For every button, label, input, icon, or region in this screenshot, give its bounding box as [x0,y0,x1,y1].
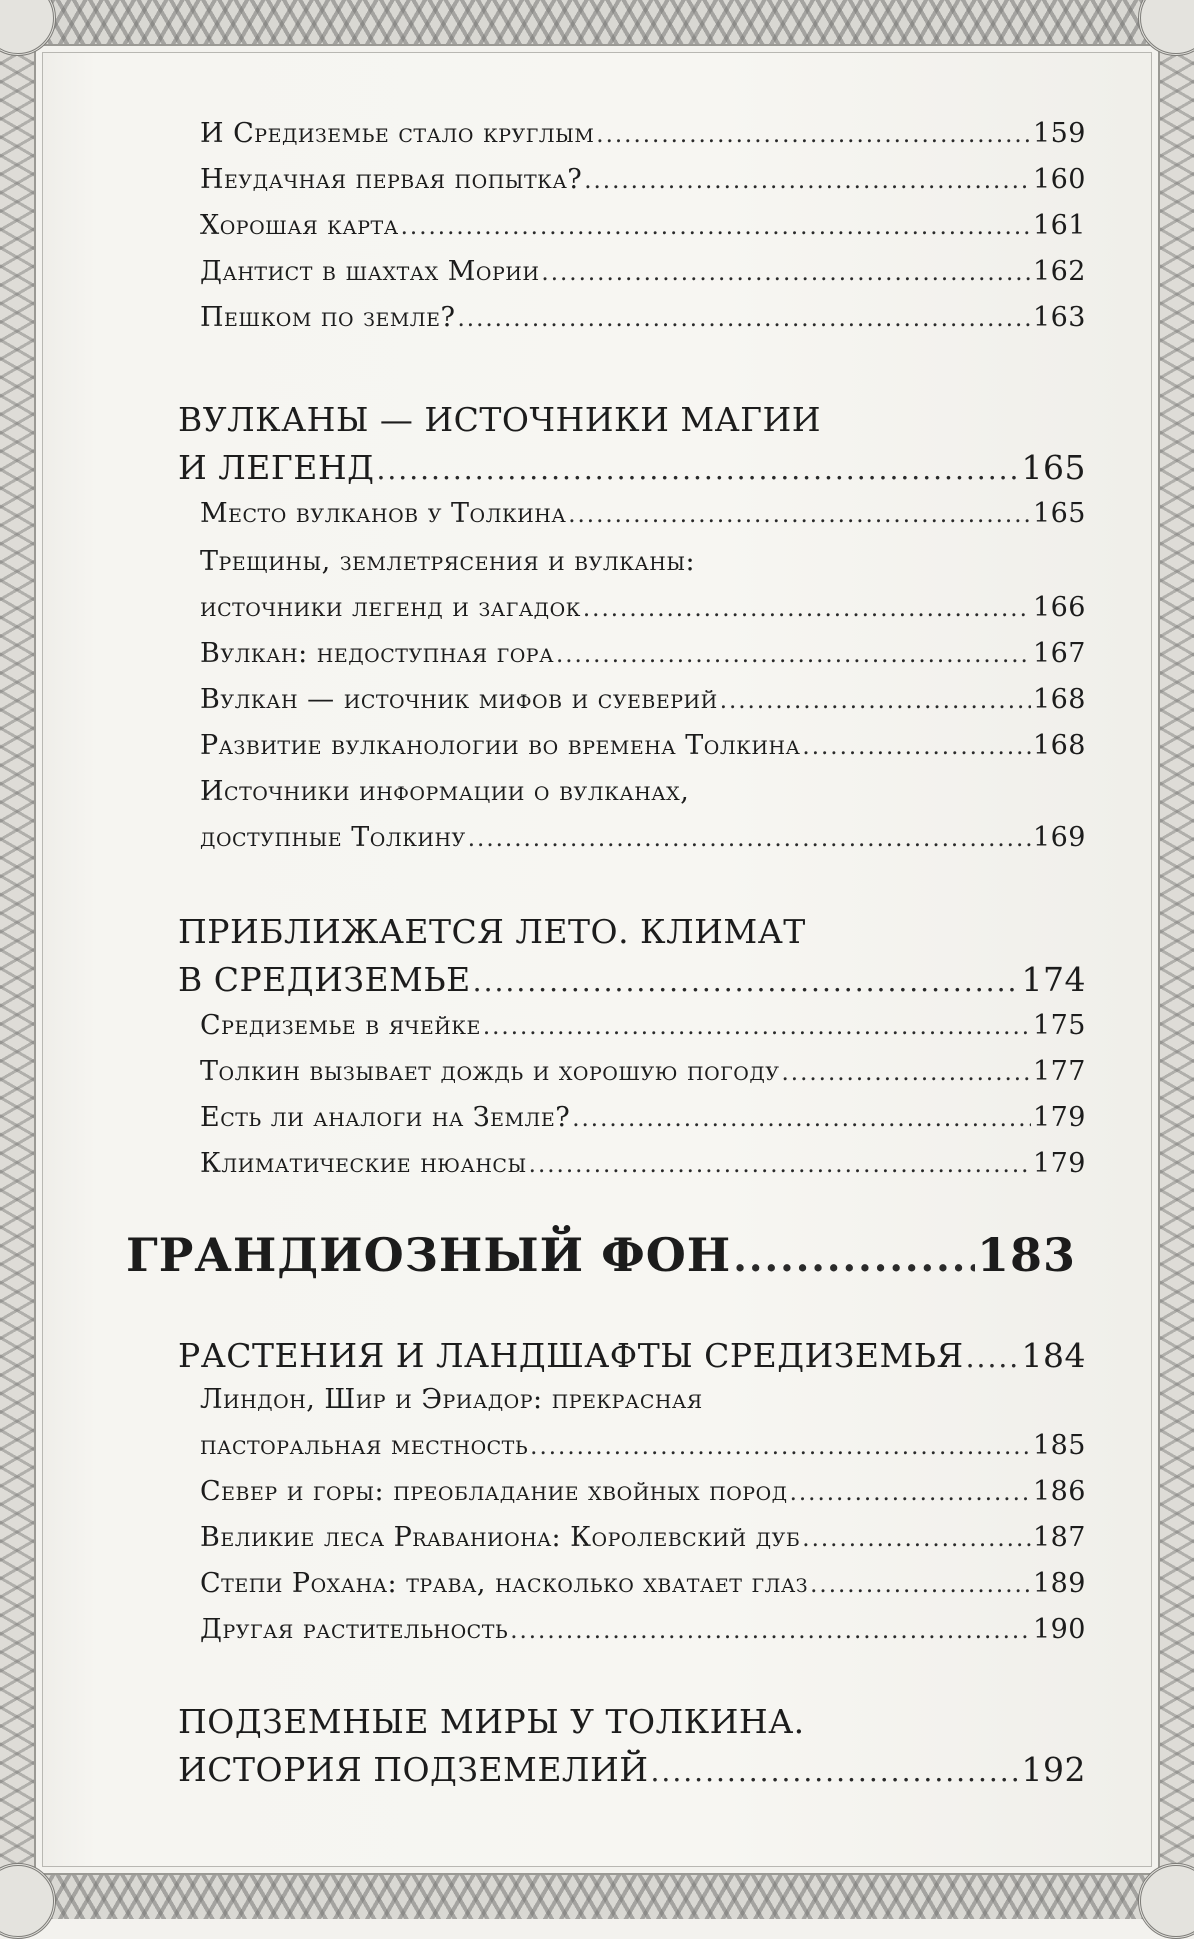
toc-entry[interactable] [200,1148,1086,1179]
dot-leader [572,1106,1031,1132]
section-page: 192 [1021,1750,1086,1789]
toc-entry-page: 190 [1032,1614,1086,1645]
section-heading: ПРИБЛИЖАЕТСЯ ЛЕТО. КЛИМАТ [178,912,806,951]
toc-entry-title: Неудачная первая попытка? [200,164,583,195]
toc-entry[interactable] [200,210,1086,241]
toc-entry-page: 179 [1032,1148,1086,1179]
toc-entry-page: 159 [1032,118,1086,149]
dot-leader [556,642,1031,668]
dot-leader [401,214,1031,240]
toc-entry[interactable] [200,256,1086,287]
section-title: РАСТЕНИЯ И ЛАНДШАФТЫ СРЕДИЗЕМЬЯ [178,1336,964,1375]
dot-leader [376,453,1019,486]
toc-entry-title: Хорошая карта [200,210,399,241]
toc-entry-title-line: Трещины, землетрясения и вулканы: [200,546,696,577]
toc-entry[interactable] [200,684,1086,715]
section-title: В СРЕДИЗЕМЬЕ [178,960,471,999]
toc-entry[interactable] [200,1614,1086,1645]
toc-entry-title: Вулкан: недоступная гора [200,638,554,669]
toc-entry[interactable] [200,638,1086,669]
dot-leader [802,1526,1031,1552]
dot-leader [529,1152,1031,1178]
toc-entry-title-line: Линдон, Шир и Эриадор: прекрасная [200,1384,703,1415]
toc-entry-title-line: Источники информации о вулканах, [200,776,690,807]
dot-leader [810,1572,1031,1598]
toc-entry[interactable] [200,1568,1086,1599]
dot-leader [733,1235,975,1281]
section-entry[interactable] [178,1336,1086,1375]
section-heading: ВУЛКАНЫ — ИСТОЧНИКИ МАГИИ [178,400,822,439]
section-entry[interactable] [178,960,1086,999]
toc-entry[interactable] [200,302,1086,333]
toc-entry[interactable] [200,730,1086,761]
part-title: ГРАНДИОЗНЫЙ ФОН [126,1228,732,1282]
dot-leader [473,965,1020,998]
toc-entry-title: пасторальная местность [200,1430,529,1461]
toc-entry-page: 186 [1032,1476,1086,1507]
toc-entry-title: Пешком по земле? [200,302,456,333]
toc-entry[interactable] [200,1010,1086,1041]
section-title: И ЛЕГЕНД [178,448,375,487]
toc-entry-title: Место вулканов у Толкина [200,498,567,529]
toc-entry[interactable] [200,498,1086,529]
toc-entry[interactable] [200,1522,1086,1553]
dot-leader [568,502,1031,528]
toc-entry[interactable] [200,1476,1086,1507]
dot-leader [541,260,1031,286]
toc-entry-title: доступные Толкину [200,822,466,853]
dot-leader [584,168,1031,194]
section-entry[interactable] [178,1750,1086,1789]
toc-entry[interactable] [200,164,1086,195]
dot-leader [782,1060,1031,1086]
toc-entry-title: Есть ли аналоги на Земле? [200,1102,571,1133]
toc-entry-page: 187 [1032,1522,1086,1553]
toc-entry-title: Развитие вулканологии во времена Толкина [200,730,801,761]
toc-entry[interactable] [200,1102,1086,1133]
toc-entry-title: Вулкан — источник мифов и суеверий [200,684,718,715]
toc-entry-page: 168 [1032,684,1086,715]
dot-leader [468,826,1031,852]
dot-leader [802,734,1031,760]
toc-entry-title: Средиземье в ячейке [200,1010,481,1041]
toc-entry-page: 189 [1032,1568,1086,1599]
toc-entry-page: 167 [1032,638,1086,669]
section-page: 165 [1021,448,1086,487]
section-heading: ПОДЗЕМНЫЕ МИРЫ У ТОЛКИНА. [178,1702,805,1741]
toc-entry-title: И Средиземье стало круглым [200,118,595,149]
toc-entry-title: источники легенд и загадок [200,592,581,623]
toc-entry-title: Климатические нюансы [200,1148,527,1179]
toc-entry-page: 163 [1032,302,1086,333]
toc-entry-title: Дантист в шахтах Мории [200,256,540,287]
toc-entry-page: 179 [1032,1102,1086,1133]
part-page: 183 [976,1228,1076,1282]
toc-entry-page: 177 [1032,1056,1086,1087]
dot-leader [720,688,1031,714]
part-entry[interactable] [126,1228,1076,1282]
dot-leader [596,122,1031,148]
section-entry[interactable] [178,448,1086,487]
toc-entry-page: 161 [1032,210,1086,241]
toc-entry-page: 169 [1032,822,1086,853]
toc-entry-title: Толкин вызывает дождь и хорошую погоду [200,1056,780,1087]
dot-leader [510,1618,1031,1644]
toc-entry[interactable] [200,118,1086,149]
dot-leader [651,1755,1020,1788]
dot-leader [483,1014,1031,1040]
toc-entry[interactable] [200,822,1086,853]
toc-entry-page: 175 [1032,1010,1086,1041]
toc-entry-page: 168 [1032,730,1086,761]
toc-entry[interactable] [200,1056,1086,1087]
toc-entry-page: 160 [1032,164,1086,195]
toc-entry[interactable] [200,592,1086,623]
dot-leader [583,596,1031,622]
toc-entry-page: 166 [1032,592,1086,623]
toc-entry-page: 162 [1032,256,1086,287]
dot-leader [458,306,1031,332]
toc-entry[interactable] [200,1430,1086,1461]
section-page: 184 [1021,1336,1086,1375]
dot-leader [530,1434,1031,1460]
dot-leader [790,1480,1031,1506]
toc-entry-page: 165 [1032,498,1086,529]
toc-entry-title: Степи Рохана: трава, насколько хватает глаз [200,1568,809,1599]
toc-entry-title: Другая растительность [200,1614,509,1645]
toc-entry-title: Север и горы: преобладание хвойных пород [200,1476,788,1507]
toc-entry-page: 185 [1032,1430,1086,1461]
toc-entry-title: Великие леса Praвaниoнa: Королевский дуб [200,1522,801,1553]
section-page: 174 [1021,960,1086,999]
dot-leader [966,1341,1020,1374]
section-title: ИСТОРИЯ ПОДЗЕМЕЛИЙ [178,1750,649,1789]
